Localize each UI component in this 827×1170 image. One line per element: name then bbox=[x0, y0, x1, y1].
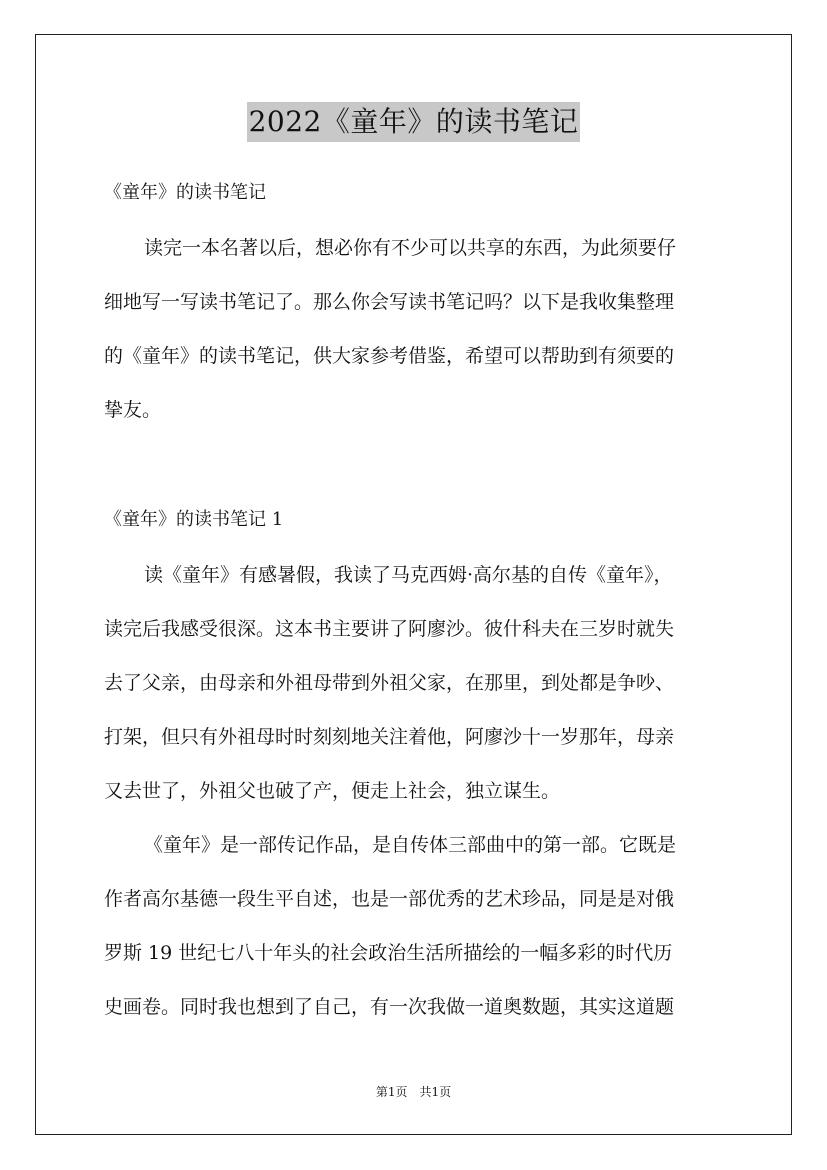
document-title: 2022《童年》的读书笔记 bbox=[247, 102, 581, 142]
section1-p2-line-2: 作者高尔基德一段生平自述，也是一部优秀的艺术珍品，同是是对俄 bbox=[104, 888, 675, 910]
section1-p1-line-5: 又去世了，外祖父也破了产，便走上社会，独立谋生。 bbox=[104, 780, 561, 802]
page-footer: 第1页 共1页 bbox=[375, 1085, 452, 1099]
intro-heading: 《童年》的读书笔记 bbox=[104, 182, 266, 203]
intro-line-1: 读完一本名著以后，想必你有不少可以共享的东西，为此须要仔 bbox=[144, 237, 677, 259]
intro-line-2: 细地写一写读书笔记了。那么你会写读书笔记吗？以下是我收集整理 bbox=[104, 291, 675, 313]
section1-p2-line-4: 史画卷。同时我也想到了自己，有一次我做一道奥数题，其实这道题 bbox=[104, 996, 675, 1018]
section1-p2-line-1: 《童年》是一部传记作品，是自传体三部曲中的第一部。它既是 bbox=[144, 834, 677, 856]
section1-p1-line-3: 去了父亲，由母亲和外祖母带到外祖父家，在那里，到处都是争吵、 bbox=[104, 672, 675, 694]
intro-line-4: 挚友。 bbox=[104, 399, 162, 421]
section1-p1-line-4: 打架，但只有外祖母时时刻刻地关注着他，阿廖沙十一岁那年，母亲 bbox=[104, 726, 675, 748]
intro-line-3: 的《童年》的读书笔记，供大家参考借鉴，希望可以帮助到有须要的 bbox=[104, 345, 675, 367]
section1-p1-line-1: 读《童年》有感暑假，我读了马克西姆·高尔基的自传《童年》， bbox=[144, 564, 673, 586]
section1-p2-line-3: 罗斯 19 世纪七八十年头的社会政治生活所描绘的一幅多彩的时代历 bbox=[104, 942, 673, 964]
section1-heading: 《童年》的读书笔记 1 bbox=[104, 509, 284, 530]
section1-p1-line-2: 读完后我感受很深。这本书主要讲了阿廖沙。彼什科夫在三岁时就失 bbox=[104, 618, 675, 640]
title-container bbox=[0, 102, 827, 142]
